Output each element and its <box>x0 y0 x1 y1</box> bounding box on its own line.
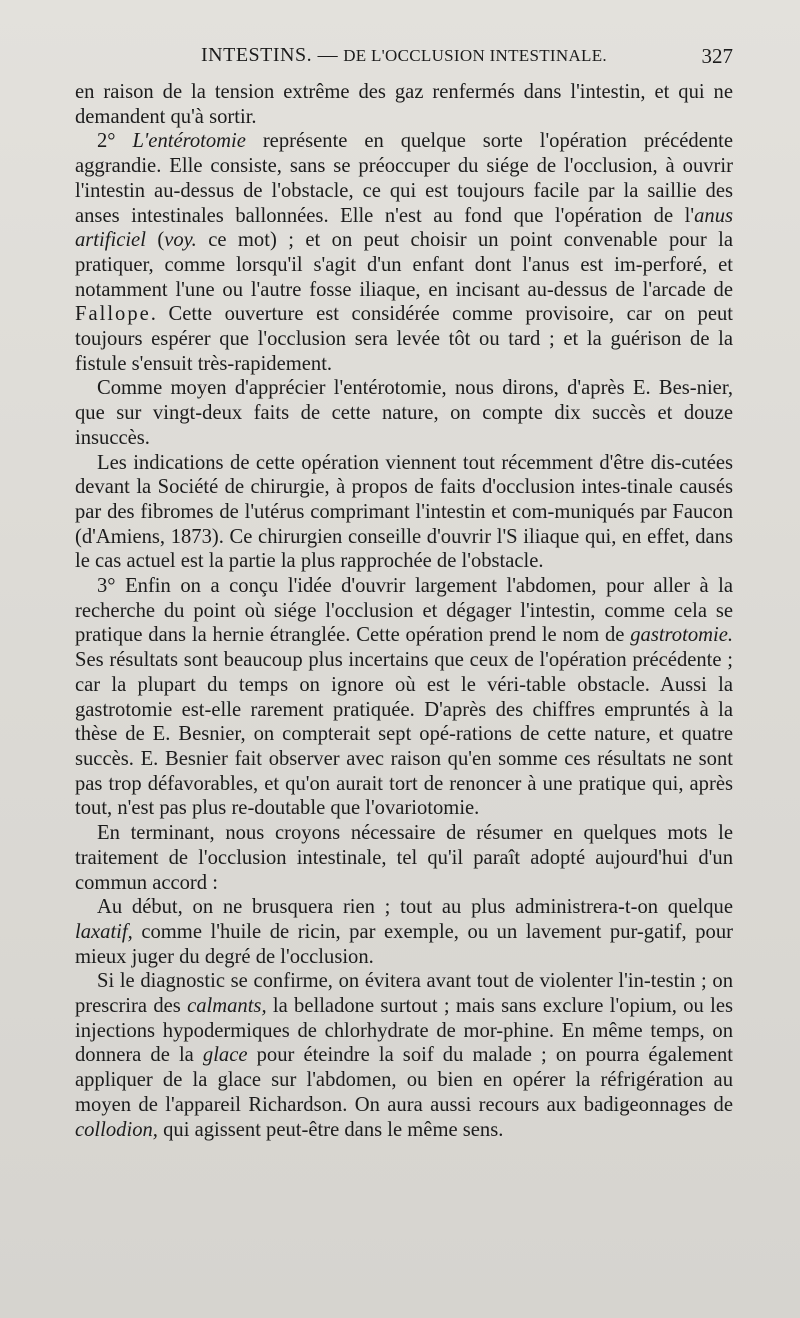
spaced-name: Fallope <box>75 303 151 326</box>
text-run: Les indications de cette opération viennent tout récemment d'être dis-cutées devant la Société de chirurgie, à propos de faits d'occlusion intes-tinale causés par des fibromes de l'utérus comprimant l'intestin et com-muniqués par Faucon (d'Amiens, 1873). Ce chirurgien conseille d'ouvrir l'S iliaque qui, en effet, dans le cas actuel est la partie la plus rapprochée de l'obstacle. <box>75 451 733 573</box>
text-run: Si le diagnostic se confirme, on évitera avant tout de violenter l'in-testin ; on prescrira des <box>75 970 733 1018</box>
text-run: Comme moyen d'apprécier l'entérotomie, nous dirons, d'après E. Bes-nier, que sur vingt-deux faits de cette nature, on compte dix succès et douze insuccès. <box>75 377 733 449</box>
italic-term: gastrotomie. <box>630 624 733 647</box>
text-run: qui agissent peut-être dans le même sens. <box>157 1118 504 1141</box>
italic-term: glace <box>202 1044 248 1067</box>
text-run: pour éteindre la soif du malade ; on pourra également appliquer de la glace sur l'abdomen, ou bien en opérer la réfrigération au moyen de l'appareil Richardson. On aura aussi recours aux badigeonnages de <box>75 1044 733 1116</box>
paragraph <box>75 574 733 821</box>
italic-term: calmants, <box>187 995 267 1018</box>
text-run: En terminant, nous croyons nécessaire de résumer en quelques mots le traitement de l'occlusion intestinale, tel qu'il paraît adopté aujourd'hui d'un commun accord : <box>75 822 733 894</box>
text-run: 2° <box>97 130 133 153</box>
text-run: ce mot) ; et on peut choisir un point convenable pour la pratiquer, comme lorsqu'il s'agit d'un enfant dont l'anus est im-perforé, et notamment l'une ou l'autre fosse iliaque, en incisant au-dessus de l'arcade de <box>75 229 733 301</box>
paragraph <box>75 451 733 575</box>
paragraph <box>75 821 733 895</box>
page-number: 327 <box>701 44 733 68</box>
italic-term: laxatif, <box>75 920 133 943</box>
running-title <box>75 44 733 67</box>
italic-term: L'entérotomie <box>132 130 246 153</box>
page-header <box>75 42 733 72</box>
text-run: ( <box>145 229 165 252</box>
paragraph <box>75 895 733 969</box>
text-run: en raison de la tension extrême des gaz renfermés dans l'intestin, et qui ne demandent qu'à sortir. <box>75 81 733 128</box>
italic-term: collodion, <box>75 1118 158 1141</box>
text-run: comme l'huile de ricin, par exemple, ou un lavement pur-gatif, pour mieux juger du degré de l'occlusion. <box>75 920 733 968</box>
running-title-main: INTESTINS. — <box>201 44 339 66</box>
text-run: Ses résultats sont beaucoup plus incertains que ceux de l'opération précédente ; car la plupart du temps on ignore où est le véri-table obstacle. Aussi la gastrotomie est-elle rarement pratiquée. D'après des chiffres empruntés à la thèse de E. Besnier, on compterait sept opé-rations de cette nature, et quatre succès. E. Besnier fait observer avec raison qu'en somme ces résultats ne sont pas trop défavorables, et qu'on aurait tort de renoncer à une pratique qui, après tout, n'est pas plus re-doutable que l'ovariotomie. <box>75 649 733 820</box>
italic-term: anus artificiel <box>75 204 733 252</box>
paragraph <box>75 80 733 129</box>
italic-term: voy. <box>164 229 197 252</box>
paragraph <box>75 969 733 1142</box>
body-text <box>75 80 733 1142</box>
text-run: la belladone surtout ; mais sans exclure l'opium, ou les injections hypodermiques de chlorhydrate de mor-phine. En même temps, on donnera de la <box>75 995 734 1067</box>
paragraph <box>75 129 733 376</box>
text-run: 3° Enfin on a conçu l'idée d'ouvrir largement l'abdomen, pour aller à la recherche du point où siége l'occlusion et dégager l'intestin, comme cela se pratique dans la hernie étranglée. Cette opération prend le nom de <box>75 575 733 647</box>
paragraph <box>75 376 733 450</box>
text-run: représente en quelque sorte l'opération précédente aggrandie. Elle consiste, sans se préoccuper du siége de l'occlusion, à ouvrir l'intestin au-dessus de l'obstacle, ce qui est toujours facile par la saillie des anses intestinales ballonnées. Elle n'est au fond que l'opération de l' <box>75 130 734 227</box>
running-title-sub: DE L'OCCLUSION INTESTINALE. <box>343 46 607 65</box>
text-run: Au début, on ne brusquera rien ; tout au plus administrera-t-on quelque <box>97 896 733 919</box>
text-run: . Cette ouverture est considérée comme provisoire, car on peut toujours espérer que l'occlusion sera levée tôt ou tard ; et la guérison de la fistule s'ensuit très-rapidement. <box>75 303 733 375</box>
